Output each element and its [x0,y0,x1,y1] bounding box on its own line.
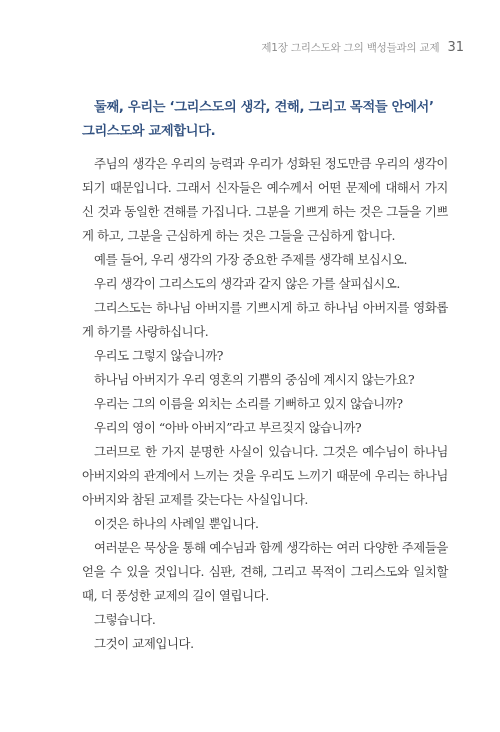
section-heading: 둘째, 우리는 ‘그리스도의 생각, 견해, 그리고 목적들 안에서’ 그리스도와 교제합니다. [82,100,434,139]
paragraph: 우리 생각이 그리스도의 생각과 같지 않은 가를 살피십시오. [94,276,400,291]
paragraph: 우리의 영이 “아바 아버지”라고 부르짖지 않습니까? [94,420,362,435]
paragraph: 그것이 교제입니다. [94,636,194,651]
paragraph: 이것은 하나의 사례일 뿐입니다. [94,516,259,531]
paragraph: 예를 들어, 우리 생각의 가장 중요한 주제를 생각해 보십시오. [94,252,408,267]
paragraph: 우리도 그렇지 않습니까? [94,348,224,363]
paragraph: 여러분은 묵상을 통해 예수님과 함께 생각하는 여러 다양한 주제들을 얻을 수 있을 것입니다. 심판, 견해, 그리고 목적이 그리스도와 일치할 때, 더 풍성한 교제의 길이 열립니다. [82,540,448,603]
paragraph: 그리스도는 하나님 아버지를 기쁘시게 하고 하나님 아버지를 영화롭게 하기를 사랑하십니다. [82,300,448,339]
chapter-title: 제1장 그리스도와 그의 백성들과의 교제 [261,42,440,54]
running-header [261,40,464,55]
paragraph: 그러므로 한 가지 분명한 사실이 있습니다. 그것은 예수님이 하나님 아버지와의 관계에서 느끼는 것을 우리도 느끼기 때문에 우리는 하나님 아버지와 참된 교제를 갖는다는 사실입니다. [82,444,448,507]
page-number: 31 [447,40,464,55]
paragraph: 우리는 그의 이름을 외치는 소리를 기뻐하고 있지 않습니까? [94,396,403,411]
paragraph: 주님의 생각은 우리의 능력과 우리가 성화된 정도만큼 우리의 생각이 되기 때문입니다. 그래서 신자들은 예수께서 어떤 문제에 대해서 가지신 것과 동일한 견해를 가집니다. 그분을 기쁘게 하는 것은 그들을 기쁘게 하고, 그분을 근심하게 하는 것은 그들을 근심하게 합니다. [82,156,448,243]
page-body [82,96,448,656]
paragraph: 그렇습니다. [94,612,156,627]
paragraph: 하나님 아버지가 우리 영혼의 기쁨의 중심에 계시지 않는가요? [94,372,415,387]
